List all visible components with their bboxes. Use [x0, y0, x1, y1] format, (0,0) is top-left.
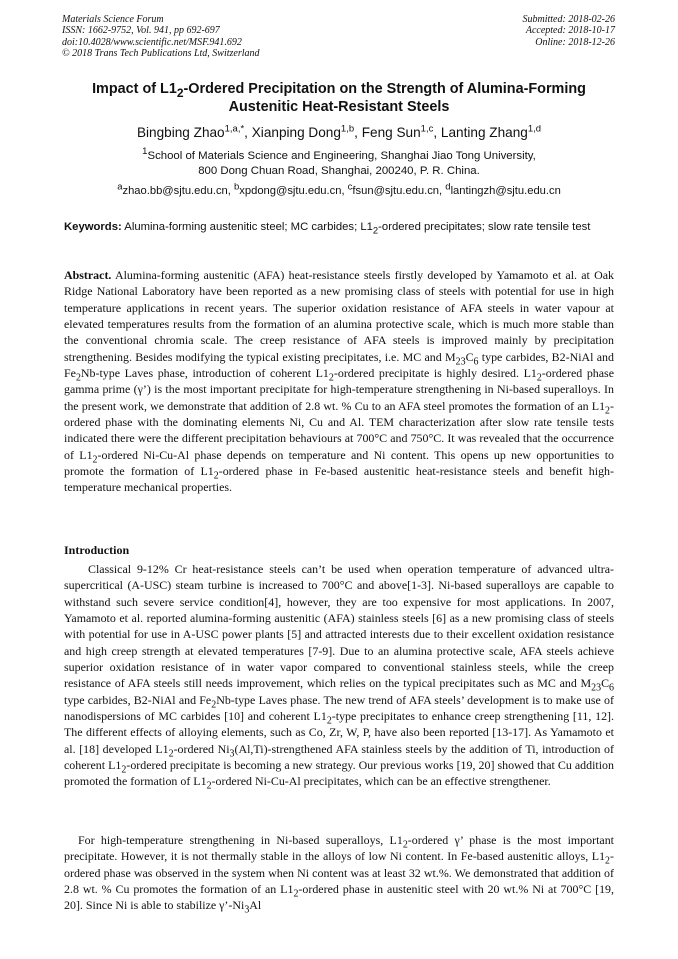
journal-issn: ISSN: 1662-9752, Vol. 941, pp 692-697 [62, 25, 220, 37]
email-list: $^a$zhao.bb@sjtu.edu.cn, $^b$xpdong@sjtu.edu.cn, $^c$fsun@sjtu.edu.cn, $^d$lantingzh@sjtu.edu.cn [117, 181, 561, 197]
online-date: Online: 2018-12-26 [535, 36, 615, 48]
paper-title [40, 81, 638, 116]
abstract-label: Abstract. [64, 268, 112, 282]
affiliation: $^1$School of Materials Science and Engineering, Shanghai Jiao Tong University, 800 Dong Chuan Road, Shanghai, 200240, P. R. China. [142, 146, 536, 177]
author: Xianping Dong$^{1,b}$, [251, 123, 362, 140]
title-line-2: Austenitic Heat-Resistant Steels [228, 98, 450, 115]
keywords: Keywords: Alumina-forming austenitic steel; MC carbides; $L1_2$-ordered precipitates; slow rate tensile test [64, 221, 591, 236]
abstract: Abstract. Alumina-forming austenitic (AFA) heat-resistance steels firstly developed by Yamamoto et al. at Oak Ridge National Laboratory have been reported as a new promising class of steels with potential for use in high temperature applications in recent years. The superior oxidation resistance of AFA steels in water vapour at elevated temperatures results from the formation of an alumina protective scale, which is much more stable than the conventional chromia scale. The creep resistance of AFA steels is improved mainly by precipitation strengthening. Besides modifying the typical existing precipitates, i.e. MC and $M_{23}C_6$ type carbides, B2-NiAl and $Fe_2Nb$-type Laves phase, introduction of coherent $L1_2$-ordered precipitate is highly desired. $L1_2$-ordered phase gamma prime (γ’) is the most important precipitate for high-temperature strengthening in Ni-based superalloys. In the present work, we demonstrate that addition of 2.8 wt. % Cu to an AFA steel promotes the formation of an $L1_2$-ordered phase with the dominating elements Ni, Cu and Al. TEM characterization after slow rate tensile tests indicated there were the different precipitation behaviours at 700°C and 750°C. It was revealed that the occurrence of $L1_2$-ordered Ni-Cu-Al phase depends on temperature and Ni content. This opens up new opportunities to promote the formation of $L1_2$-ordered phase in Fe-based austenitic heat-resistance steels and benefit high-temperature mechanical properties. [64, 268, 614, 495]
journal-header-left [62, 14, 260, 59]
author: Feng Sun$^{1,c}$, [361, 123, 441, 140]
introduction-paragraph: For high-temperature strengthening in Ni-based superalloys, $L1_2$-ordered γ’ phase is the most important precipitate. However, it is not thermally stable in the alloys of low Ni content. In Fe-based austenitic alloys, $L1_2$-ordered phase was observed in the system when Ni content was at least 32 wt.%. We demonstrated that addition of 2.8 wt. % Cu promotes the formation of an $L1_2$-ordered phase in austenitic steel with 20 wt.% Ni at 700°C [19, 20]. Since Ni is able to stabilize $\gamma’-Ni_3Al$ [64, 833, 614, 916]
section-heading-introduction: Introduction [64, 543, 130, 557]
email-link[interactable]: $^a$zhao.bb@sjtu.edu.cn [117, 181, 228, 197]
affiliation-mark: 1 [142, 146, 148, 158]
email-link[interactable]: $^d$lantingzh@sjtu.edu.cn [445, 181, 561, 197]
submitted-date: Submitted: 2018-02-26 [522, 14, 615, 25]
title-line-1: Impact of $L1_2$-Ordered Precipitation on the Strength of Alumina-Forming [92, 81, 586, 100]
journal-name: Materials Science Forum [62, 14, 164, 25]
author: Lanting Zhang$^{1,d}$ [440, 123, 542, 140]
email-link[interactable]: $^b$xpdong@sjtu.edu.cn [233, 181, 342, 197]
accepted-date: Accepted: 2018-10-17 [525, 25, 615, 37]
email-link[interactable]: $^c$fsun@sjtu.edu.cn [347, 181, 440, 197]
copyright-notice: © 2018 Trans Tech Publications Ltd, Switzerland [62, 47, 260, 59]
journal-header-right [523, 14, 616, 48]
doi-link[interactable]: doi:10.4028/www.scientific.net/MSF.941.692 [62, 36, 242, 48]
introduction-paragraph: Classical 9-12% Cr heat-resistance steels can’t be used when operation temperature of advanced ultra-supercritical (A-USC) steam turbine is increased to 700°C and above[1-3]. Ni-based superalloys are capable to withstand such severe service condition[4], however, they are too expensive for most applications. In 2007, Yamamoto et al. reported alumina-forming austenitic (AFA) stainless steels [6] as a new promising class of steels with potential for use in A-USC power plants [5] and attracted interests due to their excellent oxidation resistance and high creep strength at elevated temperatures [7-9]. Due to an alumina protective scale, AFA steels achieve superior oxidation resistance of in water vapor compared to conventional stainless steels, while the creep resistance of AFA steels still needs improvement, which relies on the typical precipitates such as MC and $M_{23}C_6$ type carbides, B2-NiAl and $Fe_2Nb$-type Laves phase. The new trend of AFA steels’ development is to make use of nanodispersions of MC carbides [10] and coherent $L1_2$-type precipitates to enhance creep strengthening [11, 12]. The different effects of alloying elements, such as Co, Zr, W, P, have also been reported [13-17]. As Yamamoto et al. [18] developed $L1_2$-ordered $Ni_3(Al,Ti)$-strengthened AFA stainless steels by the addition of Ti, introduction of coherent $L1_2$-ordered precipitate is becoming a new strategy. Our previous works [19, 20] showed that Cu addition promoted the formation of $L1_2$-ordered Ni-Cu-Al precipitates, which can be an effective strengthener. [64, 562, 614, 792]
author: Bingbing Zhao$^{1,a,*}$, [136, 123, 252, 140]
keywords-label: Keywords: [64, 221, 122, 233]
author-list [20, 124, 658, 141]
